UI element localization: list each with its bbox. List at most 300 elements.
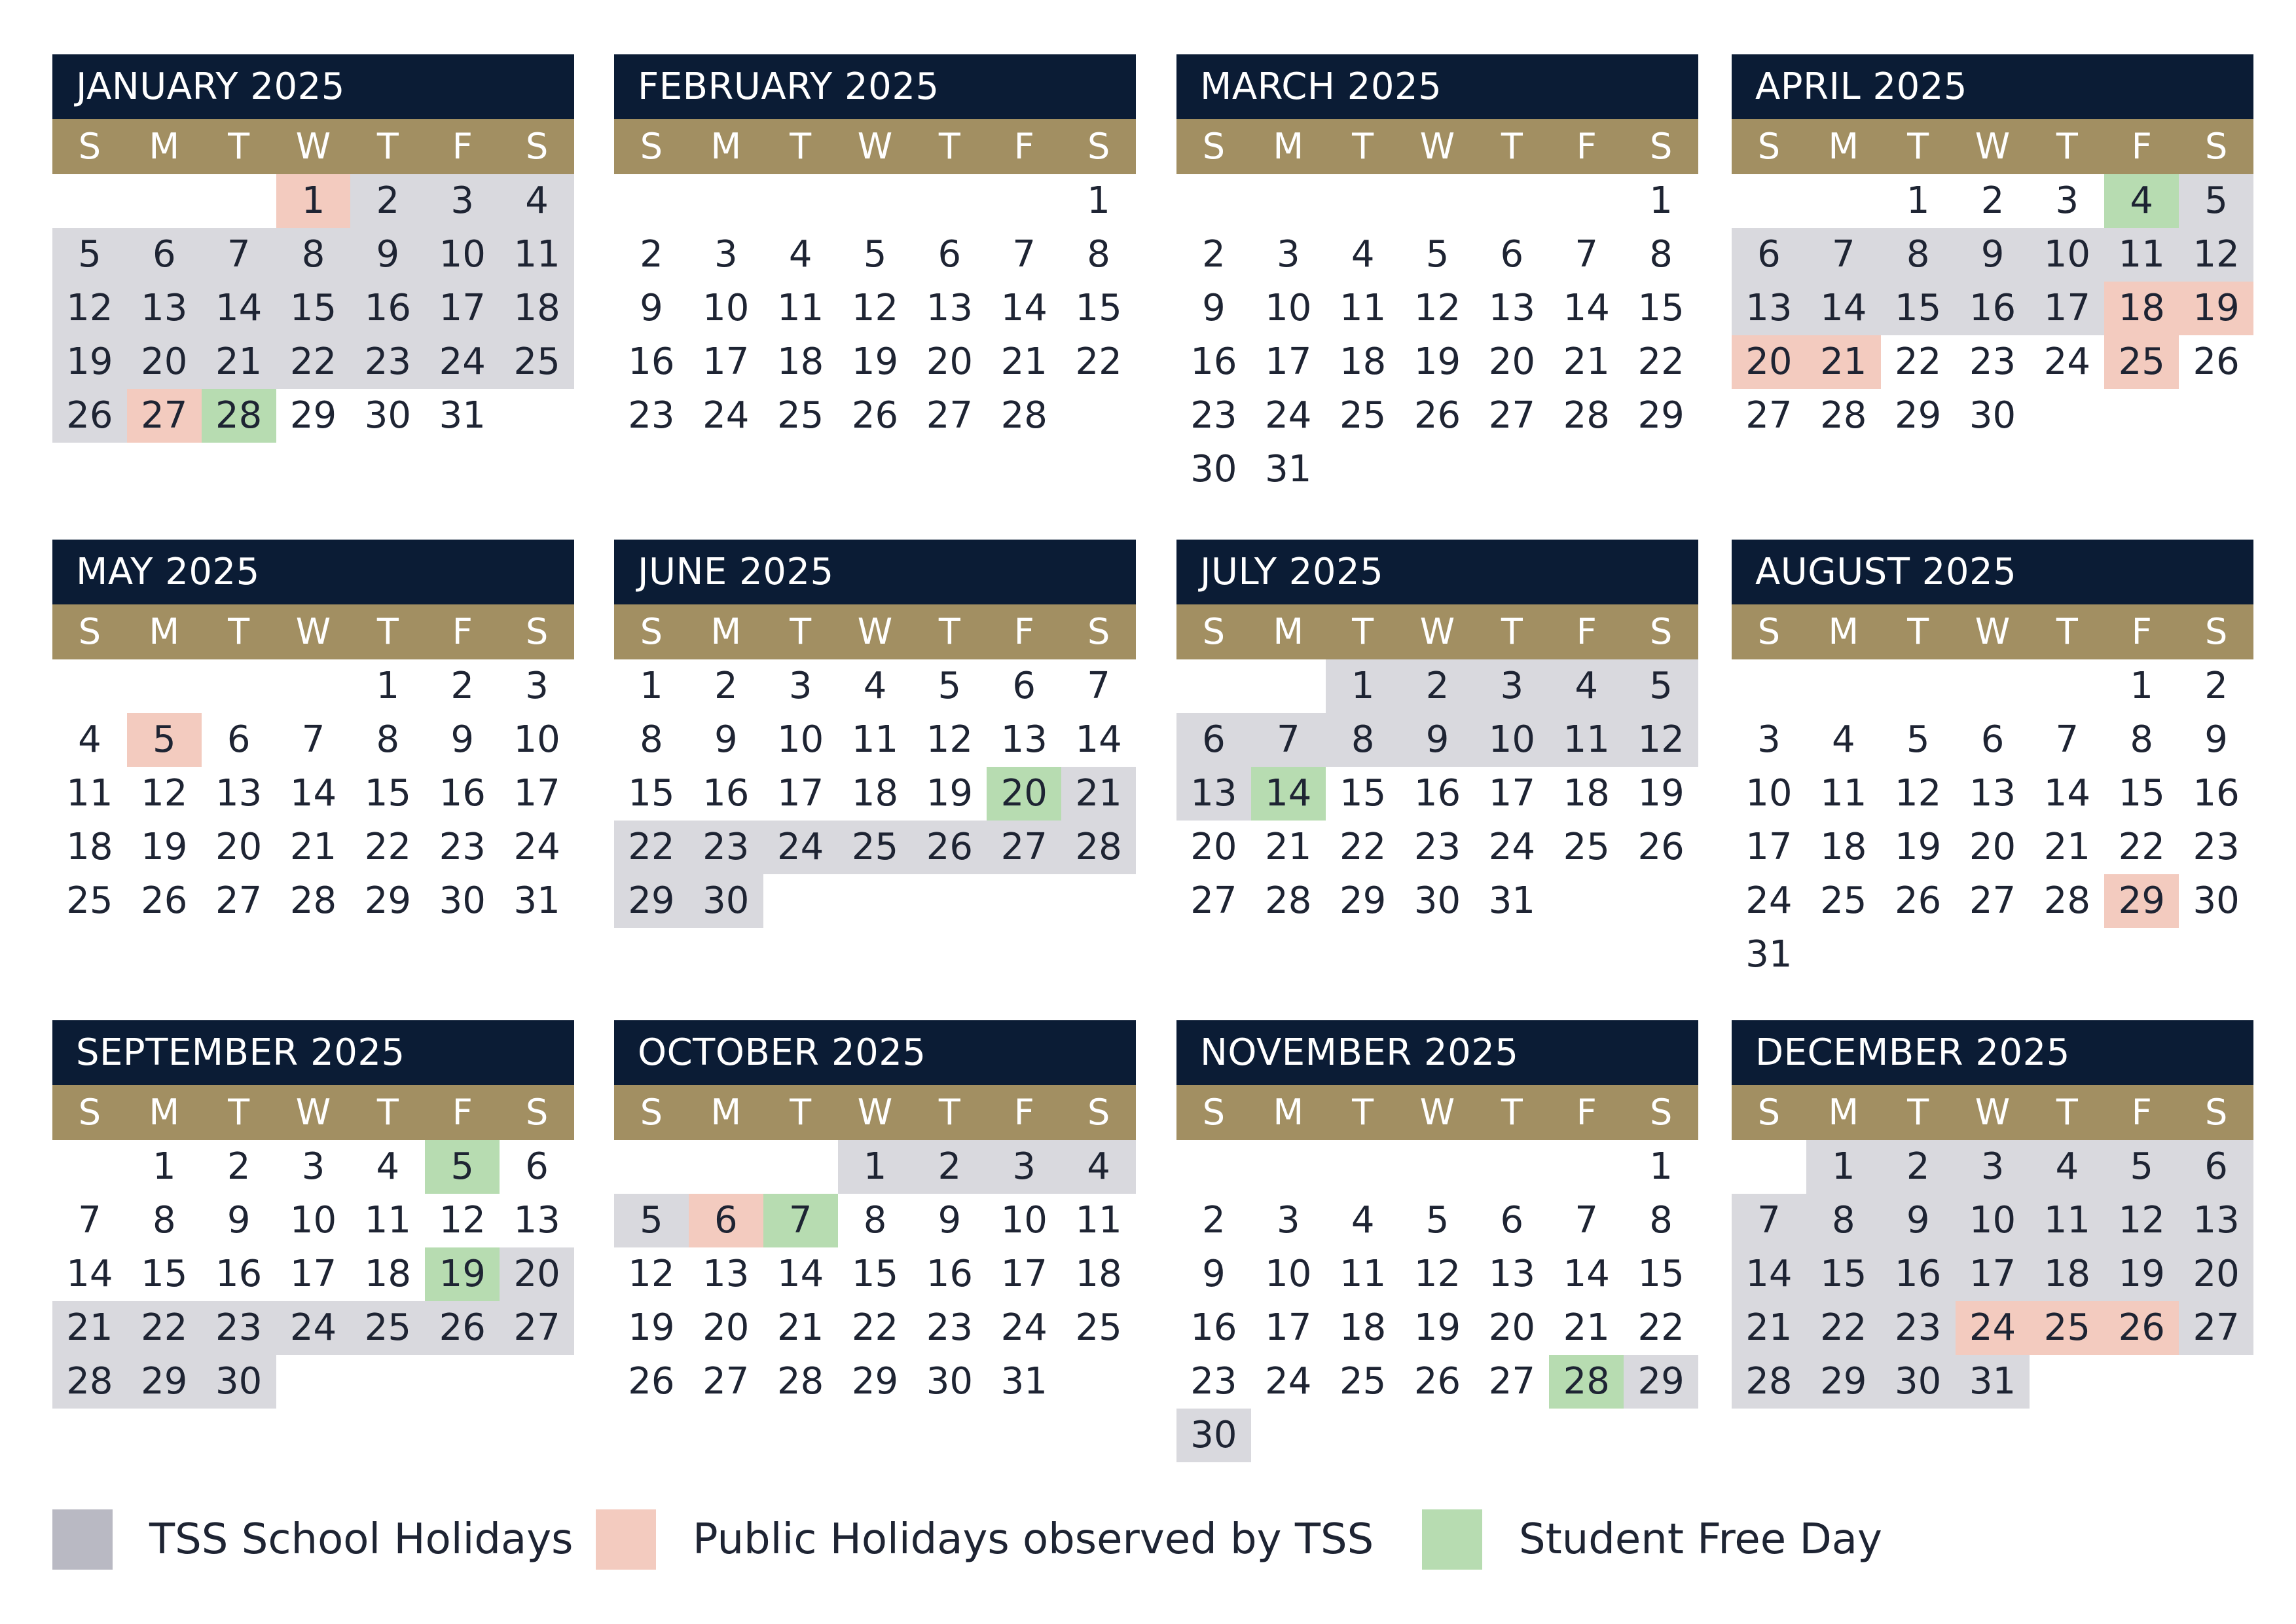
day-cell-empty bbox=[500, 389, 574, 443]
day-cell: 19 bbox=[425, 1247, 500, 1301]
day-cell: 8 bbox=[276, 228, 351, 282]
day-cell: 5 bbox=[127, 713, 202, 767]
day-cell: 10 bbox=[2030, 228, 2104, 282]
day-cell: 17 bbox=[702, 341, 750, 383]
day-cell: 2 bbox=[2204, 665, 2228, 707]
day-cell: 2 bbox=[1980, 179, 2005, 222]
weekday-label: T bbox=[938, 611, 960, 652]
week-row bbox=[1176, 228, 1698, 282]
weekday-label: S bbox=[640, 611, 663, 652]
day-cell: 14 bbox=[1000, 287, 1048, 329]
week-row bbox=[1732, 874, 2253, 928]
day-cell: 16 bbox=[628, 341, 675, 383]
day-cell: 2 bbox=[1400, 659, 1475, 713]
month-november bbox=[1176, 1020, 1698, 1462]
day-cell-empty bbox=[614, 1140, 689, 1194]
day-cell: 5 bbox=[2179, 174, 2253, 228]
day-cell: 19 bbox=[1413, 341, 1461, 383]
day-cell-empty bbox=[1251, 659, 1326, 713]
day-cell-empty bbox=[1326, 1409, 1400, 1462]
legend-label-school-holidays: TSS School Holidays bbox=[149, 1515, 574, 1564]
day-cell: 7 bbox=[301, 718, 325, 761]
day-cell-empty bbox=[2030, 389, 2104, 443]
day-cell: 14 bbox=[66, 1253, 113, 1295]
day-cell-empty bbox=[1624, 874, 1698, 928]
day-cell: 26 bbox=[851, 394, 899, 437]
week-row bbox=[1732, 767, 2253, 821]
day-cell: 30 bbox=[689, 874, 763, 928]
weekday-header-row bbox=[1732, 119, 2253, 174]
weekday-label: M bbox=[1273, 1092, 1304, 1133]
day-cell: 6 bbox=[227, 718, 251, 761]
weekday-label: T bbox=[1352, 1092, 1374, 1133]
day-cell: 12 bbox=[439, 1199, 486, 1242]
day-cell: 28 bbox=[777, 1360, 824, 1403]
day-cell: 11 bbox=[1549, 713, 1624, 767]
week-row bbox=[1176, 874, 1698, 928]
day-cell: 4 bbox=[863, 665, 887, 707]
weekday-header-row bbox=[52, 1085, 574, 1140]
day-cell: 3 bbox=[1276, 1199, 1300, 1242]
day-cell: 7 bbox=[78, 1199, 101, 1242]
day-cell: 1 bbox=[1649, 179, 1673, 222]
day-cell-empty bbox=[763, 1140, 838, 1194]
day-cell: 18 bbox=[1339, 341, 1387, 383]
weekday-label: S bbox=[2204, 611, 2228, 652]
weekday-label: F bbox=[1576, 126, 1597, 167]
day-cell: 29 bbox=[1624, 1355, 1698, 1409]
day-cell: 8 bbox=[1881, 228, 1956, 282]
day-cell: 31 bbox=[1000, 1360, 1048, 1403]
weekday-label: M bbox=[149, 126, 180, 167]
week-row bbox=[614, 821, 1136, 874]
day-cell: 24 bbox=[2043, 341, 2090, 383]
day-cell: 22 bbox=[1637, 341, 1685, 383]
day-cell: 22 bbox=[614, 821, 689, 874]
day-cell: 25 bbox=[1563, 826, 1610, 868]
weekday-label: T bbox=[1352, 611, 1374, 652]
day-cell: 6 bbox=[2179, 1140, 2253, 1194]
weekday-label: F bbox=[1013, 611, 1034, 652]
day-cell: 30 bbox=[364, 394, 411, 437]
day-cell-empty bbox=[2104, 1355, 2179, 1409]
day-cell: 22 bbox=[364, 826, 411, 868]
week-row bbox=[1732, 928, 2253, 982]
day-cell: 13 bbox=[2179, 1194, 2253, 1247]
week-row bbox=[614, 1355, 1136, 1409]
weekday-label: F bbox=[452, 1092, 473, 1133]
day-cell: 16 bbox=[439, 772, 486, 815]
week-row bbox=[614, 282, 1136, 335]
day-cell: 18 bbox=[777, 341, 824, 383]
day-cell: 29 bbox=[1806, 1355, 1881, 1409]
day-cell: 19 bbox=[1895, 826, 1942, 868]
day-cell: 4 bbox=[78, 718, 101, 761]
day-cell: 27 bbox=[987, 821, 1061, 874]
day-cell-empty bbox=[2104, 928, 2179, 982]
day-cell: 23 bbox=[689, 821, 763, 874]
week-row bbox=[1732, 1247, 2253, 1301]
day-cell-empty bbox=[912, 874, 987, 928]
day-cell: 9 bbox=[1881, 1194, 1956, 1247]
week-row bbox=[1732, 1194, 2253, 1247]
weekday-label: T bbox=[2056, 126, 2078, 167]
day-cell: 8 bbox=[152, 1199, 176, 1242]
day-cell: 20 bbox=[987, 767, 1061, 821]
day-cell: 23 bbox=[1413, 826, 1461, 868]
day-cell: 7 bbox=[1012, 233, 1036, 276]
day-cell: 17 bbox=[1265, 341, 1312, 383]
day-cell: 27 bbox=[1488, 394, 1535, 437]
weekday-header-row bbox=[1176, 604, 1698, 659]
weekday-label: S bbox=[1757, 1092, 1781, 1133]
week-row bbox=[1732, 389, 2253, 443]
week-row bbox=[1732, 713, 2253, 767]
day-cell-empty bbox=[614, 174, 689, 228]
day-cell: 22 bbox=[1075, 341, 1122, 383]
day-cell: 11 bbox=[851, 718, 899, 761]
day-cell: 22 bbox=[2118, 826, 2165, 868]
day-cell: 17 bbox=[2030, 282, 2104, 335]
weekday-label: T bbox=[1907, 611, 1929, 652]
day-cell: 24 bbox=[513, 826, 560, 868]
day-cell-empty bbox=[1732, 174, 1806, 228]
day-cell: 3 bbox=[987, 1140, 1061, 1194]
weekday-label: W bbox=[1419, 126, 1455, 167]
month-title: NOVEMBER 2025 bbox=[1176, 1020, 1698, 1085]
day-cell: 28 bbox=[1061, 821, 1136, 874]
day-cell: 24 bbox=[1488, 826, 1535, 868]
day-cell: 22 bbox=[1895, 341, 1942, 383]
day-cell: 27 bbox=[1488, 1360, 1535, 1403]
weekday-label: T bbox=[1907, 1092, 1929, 1133]
day-cell: 4 bbox=[2030, 1140, 2104, 1194]
day-cell-empty bbox=[1806, 174, 1881, 228]
day-cell: 21 bbox=[1061, 767, 1136, 821]
day-cell-empty bbox=[1061, 874, 1136, 928]
day-cell: 12 bbox=[1413, 287, 1461, 329]
day-cell: 16 bbox=[702, 772, 750, 815]
day-cell-empty bbox=[1176, 174, 1251, 228]
week-row bbox=[1732, 282, 2253, 335]
day-cell-empty bbox=[987, 174, 1061, 228]
day-cell-empty bbox=[1474, 1140, 1549, 1194]
day-cell: 3 bbox=[425, 174, 500, 228]
day-cell: 16 bbox=[215, 1253, 263, 1295]
day-cell: 14 bbox=[1251, 767, 1326, 821]
day-cell: 6 bbox=[525, 1145, 549, 1188]
month-april bbox=[1732, 54, 2253, 443]
day-cell: 7 bbox=[1087, 665, 1110, 707]
day-cell: 29 bbox=[851, 1360, 899, 1403]
day-cell: 5 bbox=[1624, 659, 1698, 713]
weekday-label: M bbox=[1273, 611, 1304, 652]
day-cell: 16 bbox=[1956, 282, 2030, 335]
day-cell: 8 bbox=[1649, 1199, 1673, 1242]
weekday-label: T bbox=[2056, 611, 2078, 652]
week-row bbox=[1176, 713, 1698, 767]
day-cell: 13 bbox=[1488, 1253, 1535, 1295]
day-cell: 10 bbox=[1745, 772, 1793, 815]
day-cell: 3 bbox=[301, 1145, 325, 1188]
day-cell: 13 bbox=[1000, 718, 1048, 761]
day-cell-empty bbox=[1806, 659, 1881, 713]
day-cell-empty bbox=[1624, 1409, 1698, 1462]
week-row bbox=[52, 821, 574, 874]
day-cell: 7 bbox=[1732, 1194, 1806, 1247]
day-cell: 27 bbox=[1745, 394, 1793, 437]
day-cell-empty bbox=[1400, 1140, 1475, 1194]
weekday-label: S bbox=[1649, 126, 1673, 167]
weekday-label: S bbox=[1649, 1092, 1673, 1133]
day-cell: 9 bbox=[450, 718, 475, 761]
day-cell: 20 bbox=[926, 341, 973, 383]
month-title: SEPTEMBER 2025 bbox=[52, 1020, 574, 1085]
day-cell: 3 bbox=[525, 665, 549, 707]
day-cell: 20 bbox=[500, 1247, 574, 1301]
weekday-label: F bbox=[2131, 611, 2152, 652]
day-cell: 23 bbox=[1190, 394, 1237, 437]
day-cell: 9 bbox=[1202, 1253, 1226, 1295]
day-cell: 21 bbox=[52, 1301, 127, 1355]
day-cell: 22 bbox=[276, 335, 351, 389]
day-cell: 12 bbox=[1624, 713, 1698, 767]
day-cell: 8 bbox=[1326, 713, 1400, 767]
weekday-label: S bbox=[1649, 611, 1673, 652]
day-cell: 14 bbox=[2043, 772, 2090, 815]
day-cell-empty bbox=[276, 1355, 351, 1409]
month-title: JANUARY 2025 bbox=[52, 54, 574, 119]
weekday-header-row bbox=[614, 604, 1136, 659]
day-cell: 24 bbox=[276, 1301, 351, 1355]
week-row bbox=[1176, 1194, 1698, 1247]
day-cell-empty bbox=[52, 174, 127, 228]
week-row bbox=[52, 767, 574, 821]
day-cell: 14 bbox=[202, 282, 276, 335]
day-cell: 13 bbox=[1969, 772, 2016, 815]
day-cell: 6 bbox=[1500, 233, 1524, 276]
weekday-header-row bbox=[1732, 1085, 2253, 1140]
day-cell: 24 bbox=[1265, 1360, 1312, 1403]
legend-label-public-holidays: Public Holidays observed by TSS bbox=[693, 1515, 1374, 1564]
week-row bbox=[614, 659, 1136, 713]
day-cell: 21 bbox=[202, 335, 276, 389]
day-cell: 4 bbox=[1351, 233, 1375, 276]
day-cell: 1 bbox=[1906, 179, 1930, 222]
day-cell: 12 bbox=[851, 287, 899, 329]
weekday-label: T bbox=[790, 126, 812, 167]
day-cell: 1 bbox=[2130, 665, 2154, 707]
day-cell: 23 bbox=[1969, 341, 2016, 383]
day-cell: 5 bbox=[1906, 718, 1930, 761]
weekday-label: T bbox=[228, 1092, 250, 1133]
day-cell: 22 bbox=[851, 1306, 899, 1349]
day-cell: 18 bbox=[1075, 1253, 1122, 1295]
day-cell: 17 bbox=[1956, 1247, 2030, 1301]
week-row bbox=[1176, 174, 1698, 228]
day-cell: 19 bbox=[1413, 1306, 1461, 1349]
weekday-label: W bbox=[295, 126, 331, 167]
weekday-header-row bbox=[1176, 1085, 1698, 1140]
day-cell: 11 bbox=[1339, 1253, 1387, 1295]
week-row bbox=[614, 228, 1136, 282]
day-cell: 2 bbox=[350, 174, 425, 228]
day-cell: 17 bbox=[1745, 826, 1793, 868]
day-cell: 25 bbox=[350, 1301, 425, 1355]
weekday-label: S bbox=[525, 1092, 549, 1133]
day-cell: 17 bbox=[1488, 772, 1535, 815]
day-cell: 12 bbox=[1895, 772, 1942, 815]
week-row bbox=[614, 1194, 1136, 1247]
weekday-label: M bbox=[710, 1092, 742, 1133]
day-cell: 10 bbox=[1956, 1194, 2030, 1247]
month-title: FEBRUARY 2025 bbox=[614, 54, 1136, 119]
day-cell: 7 bbox=[1575, 233, 1599, 276]
month-may bbox=[52, 540, 574, 928]
day-cell-empty bbox=[1326, 1140, 1400, 1194]
day-cell: 11 bbox=[2030, 1194, 2104, 1247]
day-cell: 5 bbox=[1425, 233, 1449, 276]
day-cell: 26 bbox=[52, 389, 127, 443]
month-june bbox=[614, 540, 1136, 928]
day-cell: 28 bbox=[1549, 1355, 1624, 1409]
weekday-label: S bbox=[1202, 611, 1226, 652]
day-cell: 30 bbox=[926, 1360, 973, 1403]
day-cell-empty bbox=[52, 659, 127, 713]
day-cell: 11 bbox=[1820, 772, 1867, 815]
day-cell-empty bbox=[1549, 874, 1624, 928]
day-cell: 10 bbox=[1265, 1253, 1312, 1295]
day-cell: 24 bbox=[702, 394, 750, 437]
day-cell: 19 bbox=[52, 335, 127, 389]
day-cell: 26 bbox=[1413, 394, 1461, 437]
weekday-label: S bbox=[1757, 126, 1781, 167]
day-cell: 10 bbox=[289, 1199, 337, 1242]
day-cell: 1 bbox=[838, 1140, 913, 1194]
day-cell: 13 bbox=[215, 772, 263, 815]
weekday-label: W bbox=[1419, 1092, 1455, 1133]
day-cell: 28 bbox=[1820, 394, 1867, 437]
day-cell: 8 bbox=[376, 718, 400, 761]
weekday-label: S bbox=[1087, 1092, 1110, 1133]
day-cell-empty bbox=[1956, 928, 2030, 982]
day-cell: 15 bbox=[2118, 772, 2165, 815]
week-row bbox=[614, 1301, 1136, 1355]
day-cell: 4 bbox=[1831, 718, 1855, 761]
weekday-label: T bbox=[938, 126, 960, 167]
day-cell: 24 bbox=[1265, 394, 1312, 437]
day-cell: 14 bbox=[289, 772, 337, 815]
day-cell-empty bbox=[763, 874, 838, 928]
week-row bbox=[52, 228, 574, 282]
weekday-label: T bbox=[228, 611, 250, 652]
day-cell: 1 bbox=[640, 665, 663, 707]
weekday-label: W bbox=[295, 611, 331, 652]
day-cell: 5 bbox=[1425, 1199, 1449, 1242]
week-row bbox=[52, 659, 574, 713]
day-cell: 2 bbox=[1202, 233, 1226, 276]
day-cell: 30 bbox=[1881, 1355, 1956, 1409]
day-cell: 15 bbox=[364, 772, 411, 815]
day-cell: 29 bbox=[364, 879, 411, 922]
day-cell-empty bbox=[127, 659, 202, 713]
day-cell: 28 bbox=[1563, 394, 1610, 437]
day-cell: 9 bbox=[714, 718, 738, 761]
day-cell: 28 bbox=[289, 879, 337, 922]
day-cell: 10 bbox=[777, 718, 824, 761]
day-cell: 11 bbox=[66, 772, 113, 815]
day-cell: 11 bbox=[2104, 228, 2179, 282]
day-cell: 29 bbox=[127, 1355, 202, 1409]
day-cell: 10 bbox=[1474, 713, 1549, 767]
weekday-label: W bbox=[1975, 126, 2011, 167]
day-cell: 12 bbox=[2104, 1194, 2179, 1247]
day-cell: 17 bbox=[1265, 1306, 1312, 1349]
day-cell: 18 bbox=[1563, 772, 1610, 815]
week-row bbox=[1176, 1301, 1698, 1355]
day-cell: 4 bbox=[1549, 659, 1624, 713]
day-cell: 5 bbox=[425, 1140, 500, 1194]
day-cell: 7 bbox=[202, 228, 276, 282]
day-cell-empty bbox=[350, 1355, 425, 1409]
day-cell: 18 bbox=[851, 772, 899, 815]
day-cell: 22 bbox=[1806, 1301, 1881, 1355]
day-cell-empty bbox=[1549, 443, 1624, 496]
student-free-day-swatch bbox=[1422, 1509, 1482, 1570]
weekday-label: S bbox=[525, 126, 549, 167]
legend-item-public-holidays bbox=[596, 1508, 1374, 1570]
month-march bbox=[1176, 54, 1698, 496]
weekday-label: S bbox=[78, 611, 101, 652]
day-cell-empty bbox=[127, 174, 202, 228]
day-cell: 25 bbox=[1820, 879, 1867, 922]
day-cell: 26 bbox=[2193, 341, 2240, 383]
day-cell: 5 bbox=[863, 233, 887, 276]
week-row bbox=[614, 389, 1136, 443]
day-cell: 13 bbox=[1488, 287, 1535, 329]
day-cell: 16 bbox=[1413, 772, 1461, 815]
day-cell: 14 bbox=[777, 1253, 824, 1295]
day-cell-empty bbox=[52, 1140, 127, 1194]
day-cell: 20 bbox=[127, 335, 202, 389]
month-title: JUNE 2025 bbox=[614, 540, 1136, 604]
day-cell: 30 bbox=[439, 879, 486, 922]
month-title: OCTOBER 2025 bbox=[614, 1020, 1136, 1085]
weekday-label: S bbox=[640, 126, 663, 167]
day-cell: 13 bbox=[926, 287, 973, 329]
day-cell: 19 bbox=[1637, 772, 1685, 815]
day-cell: 4 bbox=[1061, 1140, 1136, 1194]
week-row bbox=[1732, 1355, 2253, 1409]
day-cell: 8 bbox=[640, 718, 663, 761]
day-cell: 29 bbox=[289, 394, 337, 437]
day-cell: 12 bbox=[926, 718, 973, 761]
day-cell: 24 bbox=[1000, 1306, 1048, 1349]
week-row bbox=[1732, 1301, 2253, 1355]
legend-item-school-holidays bbox=[52, 1508, 573, 1570]
weekday-label: S bbox=[78, 126, 101, 167]
day-cell: 10 bbox=[425, 228, 500, 282]
day-cell: 15 bbox=[628, 772, 675, 815]
day-cell-empty bbox=[1326, 443, 1400, 496]
day-cell: 18 bbox=[1339, 1306, 1387, 1349]
week-row bbox=[52, 282, 574, 335]
day-cell: 14 bbox=[1075, 718, 1122, 761]
day-cell: 15 bbox=[141, 1253, 188, 1295]
day-cell: 27 bbox=[926, 394, 973, 437]
day-cell: 31 bbox=[1488, 879, 1535, 922]
day-cell-empty bbox=[202, 659, 276, 713]
